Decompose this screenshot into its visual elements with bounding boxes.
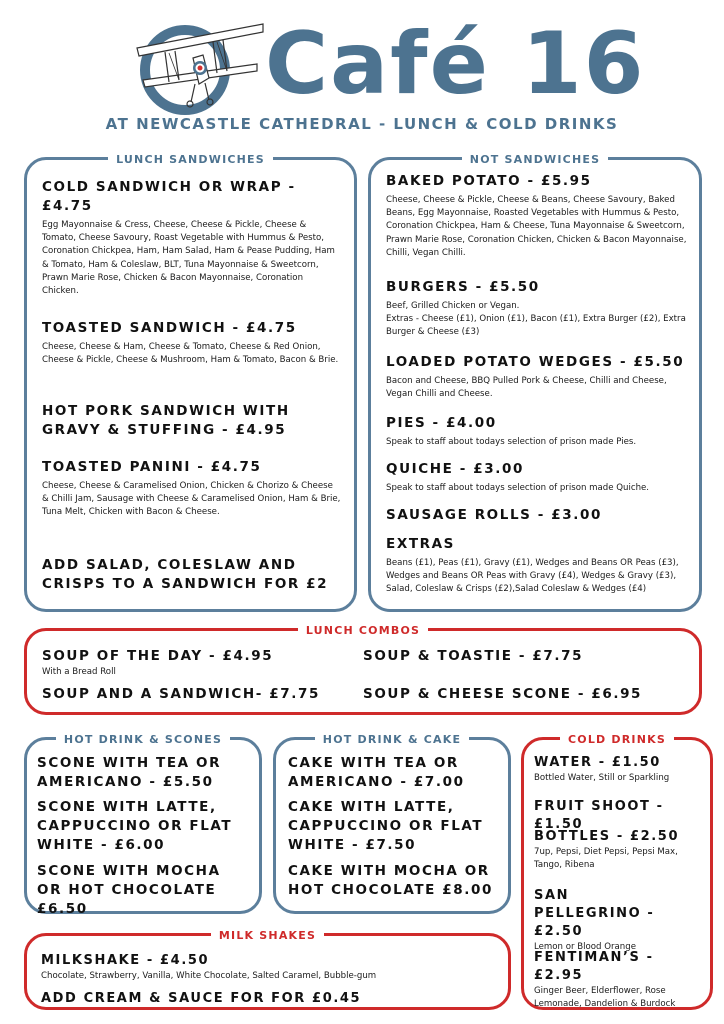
menu-item [42,685,352,704]
menu-item-title: QUICHE - £3.00 [386,461,524,477]
menu-item-title: SCONE WITH LATTE, CAPPUCCINO OR FLAT WHITE - £6.00 [37,799,233,853]
menu-item [363,647,683,666]
cold-drinks-section [521,733,713,1010]
hot-drink-cake-section [273,733,511,914]
section-label: COLD DRINKS [560,733,674,746]
menu-item-title: CAKE WITH MOCHA OR HOT CHOCOLATE £8.00 [288,863,493,898]
menu-item [534,949,702,1011]
menu-item [288,862,496,900]
menu-item-description: Beef, Grilled Chicken or Vegan. [386,301,520,311]
menu-item-title: ADD SALAD, COLESLAW AND CRISPS TO A SANDWICH FOR £2 [42,557,329,592]
lunch-combos-section [24,624,702,715]
section-label: HOT DRINK & CAKE [315,733,469,746]
cafe-subtitle: AT NEWCASTLE CATHEDRAL - LUNCH & COLD DRINKS [105,115,619,133]
menu-item [42,178,342,298]
menu-item-title: COLD SANDWICH OR WRAP - £4.75 [42,179,296,214]
menu-item [386,172,687,260]
menu-item-description: Bacon and Cheese, BBQ Pulled Pork & Cheese, Chilli and Cheese, Vegan Chilli and Cheese. [386,376,667,400]
menu-item [386,506,687,525]
menu-item-extras: Extras - Cheese (£1), Onion (£1), Bacon (£1), Extra Burger (£2), Extra Burger & Cheese (£3) [386,314,686,338]
menu-item-title: TOASTED SANDWICH - £4.75 [42,320,297,336]
menu-item [41,990,496,1008]
menu-item [42,556,342,594]
menu-item [386,278,687,340]
section-label: LUNCH SANDWICHES [108,153,273,166]
menu-item-title: TOASTED PANINI - £4.75 [42,459,262,475]
menu-item-title: FRUIT SHOOT - £1.50 [534,799,664,832]
menu-item [386,414,687,449]
menu-item [386,353,687,401]
menu-item-description: With a Bread Roll [42,667,116,677]
cafe-title: Café 16 [265,14,646,114]
menu-item-title: LOADED POTATO WEDGES - £5.50 [386,354,685,370]
menu-item-description: Beans (£1), Peas (£1), Gravy (£1), Wedges and Beans OR Peas (£3), Wedges and Beans OR Peas with Gravy (£4), Wedges & Gravy (£3), Salad, Coleslaw & Crisps (£2),Salad Coleslaw & Wedges (£4) [386,558,679,595]
menu-item [386,535,687,597]
menu-item-description: 7up, Pepsi, Diet Pepsi, Pepsi Max, Tango, Ribena [534,847,678,871]
section-label: LUNCH COMBOS [298,624,428,637]
menu-item [37,754,247,792]
menu-item-description: Cheese, Cheese & Ham, Cheese & Tomato, Cheese & Red Onion, Cheese & Pickle, Cheese & Mushroom, Ham & Tomato, Bacon & Brie. [42,342,339,366]
menu-item-title: BOTTLES - £2.50 [534,829,680,844]
menu-item-title: CAKE WITH TEA OR AMERICANO - £7.00 [288,755,465,790]
menu-item-title: ADD CREAM & SAUCE FOR FOR £0.45 [41,991,362,1006]
menu-item-title: CAKE WITH LATTE, CAPPUCCINO OR FLAT WHITE - £7.50 [288,799,484,853]
hot-drink-scones-section [24,733,262,917]
menu-item-title: MILKSHAKE - £4.50 [41,953,210,968]
menu-item-description: Cheese, Cheese & Caramelised Onion, Chicken & Chorizo & Cheese & Chilli Jam, Sausage with Cheese & Caramelised Onion, Ham & Brie, Tuna Melt, Chicken with Bacon & Cheese. [42,481,341,518]
menu-item-title: SCONE WITH TEA OR AMERICANO - £5.50 [37,755,222,790]
menu-item-title: BAKED POTATO - £5.95 [386,173,592,189]
menu-item [41,952,496,983]
menu-item-description: Cheese, Cheese & Pickle, Cheese & Beans, Cheese Savoury, Baked Beans, Egg Mayonnaise, Roasted Vegetables with Hummus & Pesto, Coronation Chickpea, Ham & Cheese, Tuna Mayonnaise & Sweetcorn, Prawn Marie Rose, Coronation Chicken, Chicken & Bacon Mayonnaise, Chilli, Vegan Chilli. [386,195,687,258]
menu-item-title: FENTIMAN’S - £2.95 [534,950,654,983]
section-label: MILK SHAKES [211,929,324,942]
menu-item-title: HOT PORK SANDWICH WITH GRAVY & STUFFING - £4.95 [42,403,290,438]
section-label: HOT DRINK & SCONES [56,733,230,746]
menu-item-title: BURGERS - £5.50 [386,279,540,295]
menu-item-description: Chocolate, Strawberry, Vanilla, White Chocolate, Salted Caramel, Bubble-gum [41,971,377,981]
menu-item-title: WATER - £1.50 [534,755,661,770]
menu-item-title: PIES - £4.00 [386,415,497,431]
menu-item-title: SOUP OF THE DAY - £4.95 [42,648,274,664]
menu-header [0,0,724,145]
menu-item-title: SAUSAGE ROLLS - £3.00 [386,507,602,523]
menu-item [534,887,682,954]
menu-item [37,862,247,919]
menu-item-title: SCONE WITH MOCHA OR HOT CHOCOLATE £6.50 [37,863,221,917]
menu-item [42,647,352,679]
menu-item-description: Lemon or Blood Orange [534,942,636,952]
menu-item [534,828,702,872]
menu-item-title: SAN PELLEGRINO - £2.50 [534,888,655,939]
menu-item-description: Speak to staff about todays selection of prison made Quiche. [386,483,650,493]
biplane-roundel-logo [135,18,265,118]
menu-item [534,754,702,785]
menu-item [42,319,342,367]
menu-item [42,458,342,520]
menu-item-description: Bottled Water, Still or Sparkling [534,773,670,783]
menu-item-title: SOUP & TOASTIE - £7.75 [363,648,584,664]
menu-item [42,402,342,440]
menu-item [386,460,687,495]
lunch-sandwiches-section [24,153,357,612]
not-sandwiches-section [368,153,702,612]
menu-item [288,754,496,792]
menu-item [288,798,496,855]
section-label: NOT SANDWICHES [462,153,608,166]
menu-item-description: Egg Mayonnaise & Cress, Cheese, Cheese & Pickle, Cheese & Tomato, Cheese Savoury, Roast Vegetable with Hummus & Pesto, Coronation Chickpea, Ham, Ham Salad, Ham & Pease Pudding, Ham & Tomato, Ham & Coleslaw, BLT, Tuna Mayonnaise & Sweetcorn, Prawn Marie Rose, Chicken & Bacon Mayonnaise, Coronation Chicken. [42,220,335,297]
menu-item [363,685,683,704]
menu-item-title: SOUP AND A SANDWICH- £7.75 [42,686,320,702]
milk-shakes-section [24,929,511,1010]
menu-item-description: Ginger Beer, Elderflower, Rose Lemonade, Dandelion & Burdock [534,986,676,1010]
menu-item [37,798,247,855]
menu-item-title: EXTRAS [386,536,456,552]
menu-item-description: Speak to staff about todays selection of prison made Pies. [386,437,637,447]
menu-item-title: SOUP & CHEESE SCONE - £6.95 [363,686,643,702]
